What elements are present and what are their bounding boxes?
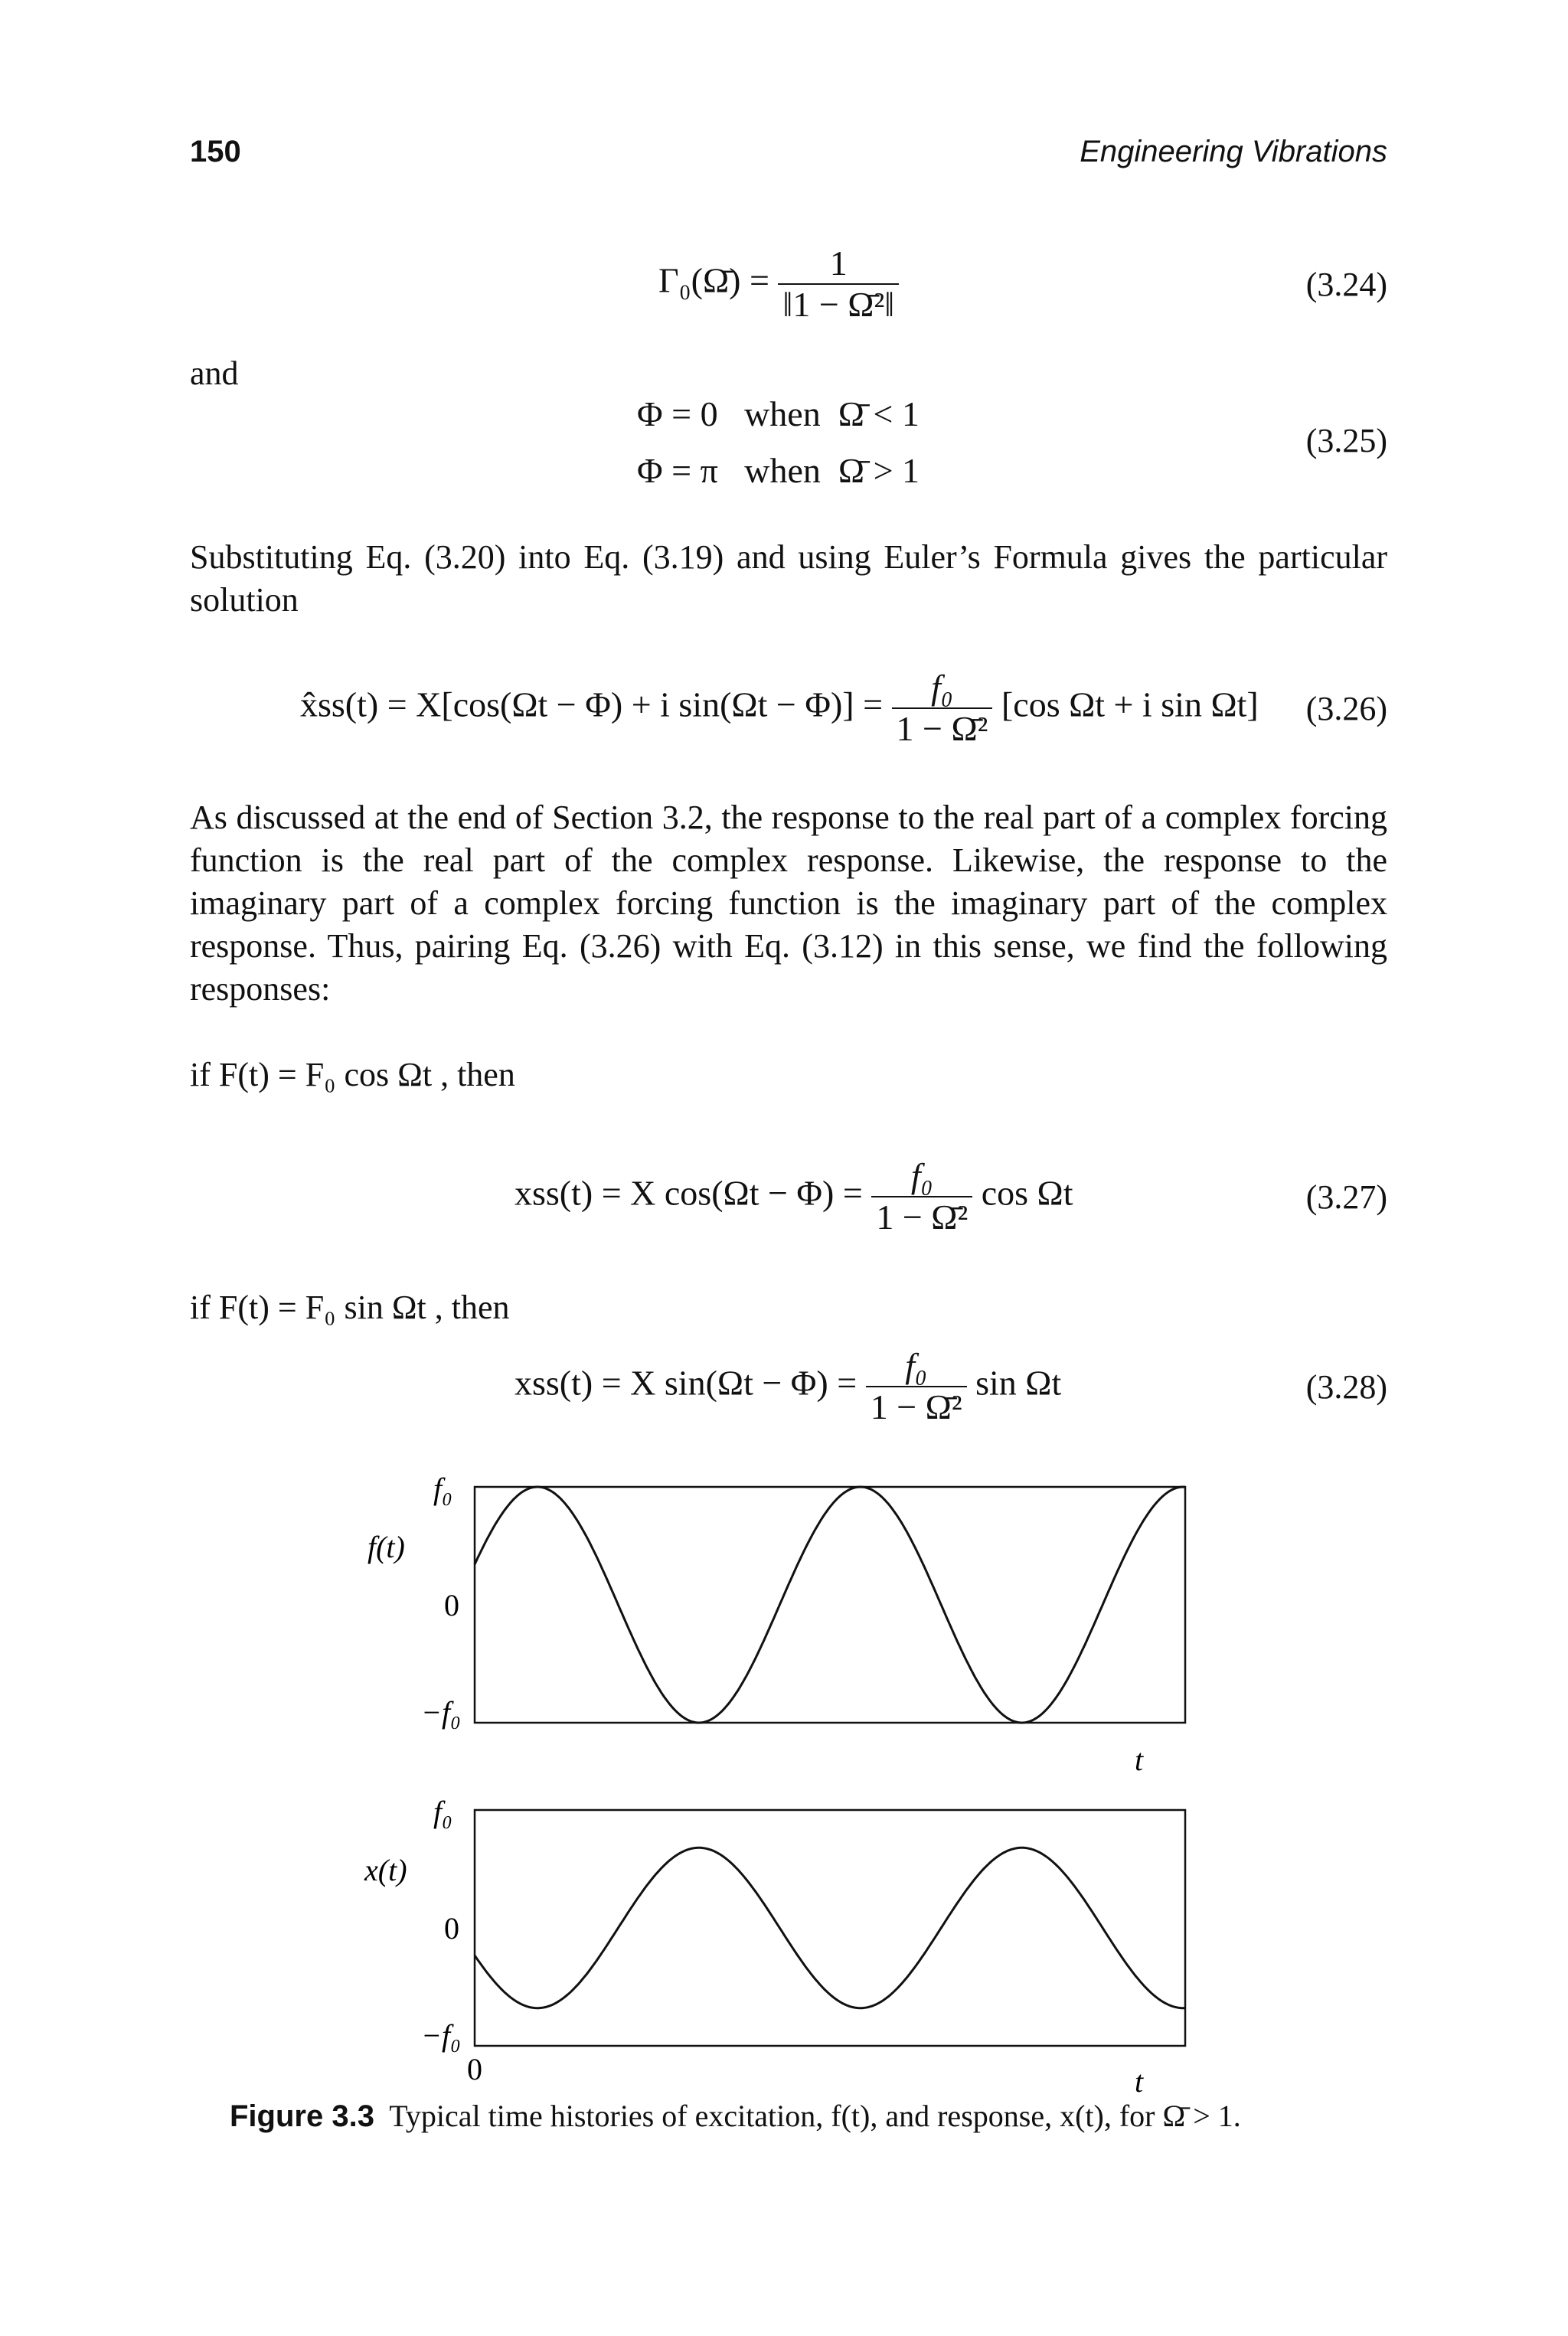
plot-response-curve: [475, 1848, 1185, 2008]
text-and: and: [190, 354, 239, 392]
plot-response-ytick-top: f₀: [433, 1795, 453, 1829]
eq326-numerator: f₀: [892, 668, 993, 709]
eq324-numerator: 1: [778, 243, 899, 285]
eq-number-3-27: (3.27): [1305, 1178, 1387, 1216]
eq326-denominator: 1 − Ω̄²: [896, 709, 988, 748]
plot-excitation-ytick-bottom: −f₀: [421, 1695, 462, 1730]
eq324-lhs: Γ₀(Ω̄) =: [658, 260, 769, 300]
plot-response-ytick-zero: 0: [444, 1911, 459, 1946]
eq-number-3-26: (3.26): [1305, 690, 1387, 727]
plot-excitation-ytick-zero: 0: [444, 1588, 459, 1622]
equation-3-25-line1: Φ = 0 when Ω̄ < 1: [637, 394, 920, 433]
eq328-denominator: 1 − Ω̄²: [870, 1387, 962, 1426]
eq328-numerator: f₀: [866, 1346, 967, 1387]
eq-number-3-25: (3.25): [1305, 422, 1387, 459]
plot-excitation-frame: [475, 1487, 1185, 1723]
figure-caption-text: Typical time histories of excitation, f(t), and response, x(t), for Ω̄ > 1.: [389, 2099, 1241, 2133]
plot-response: [364, 1795, 1185, 2099]
plot-excitation: [368, 1472, 1185, 1777]
plot-excitation-ylabel: f(t): [368, 1530, 405, 1564]
figure-label: Figure 3.3: [230, 2099, 374, 2133]
paragraph-2: As discussed at the end of Section 3.2, the response to the real part of a complex forcing function is the real part of the complex response. Likewise, the response to the imaginary part of a complex forcing function is the imaginary part of the complex response. Thus, pairing Eq. (3.26) with Eq. (3.12) in this sense, we find the following responses:: [190, 799, 1387, 1008]
eq324-denominator: ‖1 − Ω̄²‖: [782, 285, 895, 324]
running-header: Engineering Vibrations: [1080, 135, 1387, 168]
plot-excitation-ytick-top: f₀: [433, 1472, 453, 1506]
plot-excitation-xlabel: t: [1135, 1743, 1144, 1777]
eq327-denominator: 1 − Ω̄²: [876, 1197, 969, 1237]
figure-caption: [230, 2098, 1241, 2134]
eq327-lhs: xss(t) = X cos(Ωt − Φ) =: [514, 1173, 863, 1213]
eq-number-3-24: (3.24): [1305, 266, 1387, 303]
plot-response-ytick-bottom: −f₀: [421, 2018, 462, 2053]
plot-response-xtick-origin: 0: [467, 2052, 482, 2086]
eq328-lhs: xss(t) = X sin(Ωt − Φ) =: [514, 1363, 858, 1403]
eq327-rhs: cos Ωt: [981, 1173, 1073, 1213]
paragraph-1: Substituting Eq. (3.20) into Eq. (3.19) and using Euler’s Formula gives the particular solution: [190, 538, 1387, 619]
plot-response-xlabel: t: [1135, 2064, 1144, 2099]
eq-number-3-28: (3.28): [1305, 1368, 1387, 1406]
plot-response-ylabel: x(t): [364, 1853, 407, 1887]
eq326-rhs: [cos Ωt + i sin Ωt]: [1001, 684, 1259, 724]
condition-sin: if F(t) = F₀ sin Ωt , then: [190, 1289, 510, 1326]
eq326-lhs: x̂ss(t) = X[cos(Ωt − Φ) + i sin(Ωt − Φ)] =: [300, 684, 884, 724]
eq327-numerator: f₀: [871, 1156, 972, 1197]
plot-response-frame: [475, 1810, 1185, 2046]
condition-cos: if F(t) = F₀ cos Ωt , then: [190, 1056, 515, 1093]
plot-excitation-curve: [475, 1487, 1185, 1723]
eq328-rhs: sin Ωt: [975, 1363, 1062, 1403]
page-number: 150: [190, 135, 241, 168]
equation-3-25-line2: Φ = π when Ω̄ > 1: [637, 451, 920, 490]
